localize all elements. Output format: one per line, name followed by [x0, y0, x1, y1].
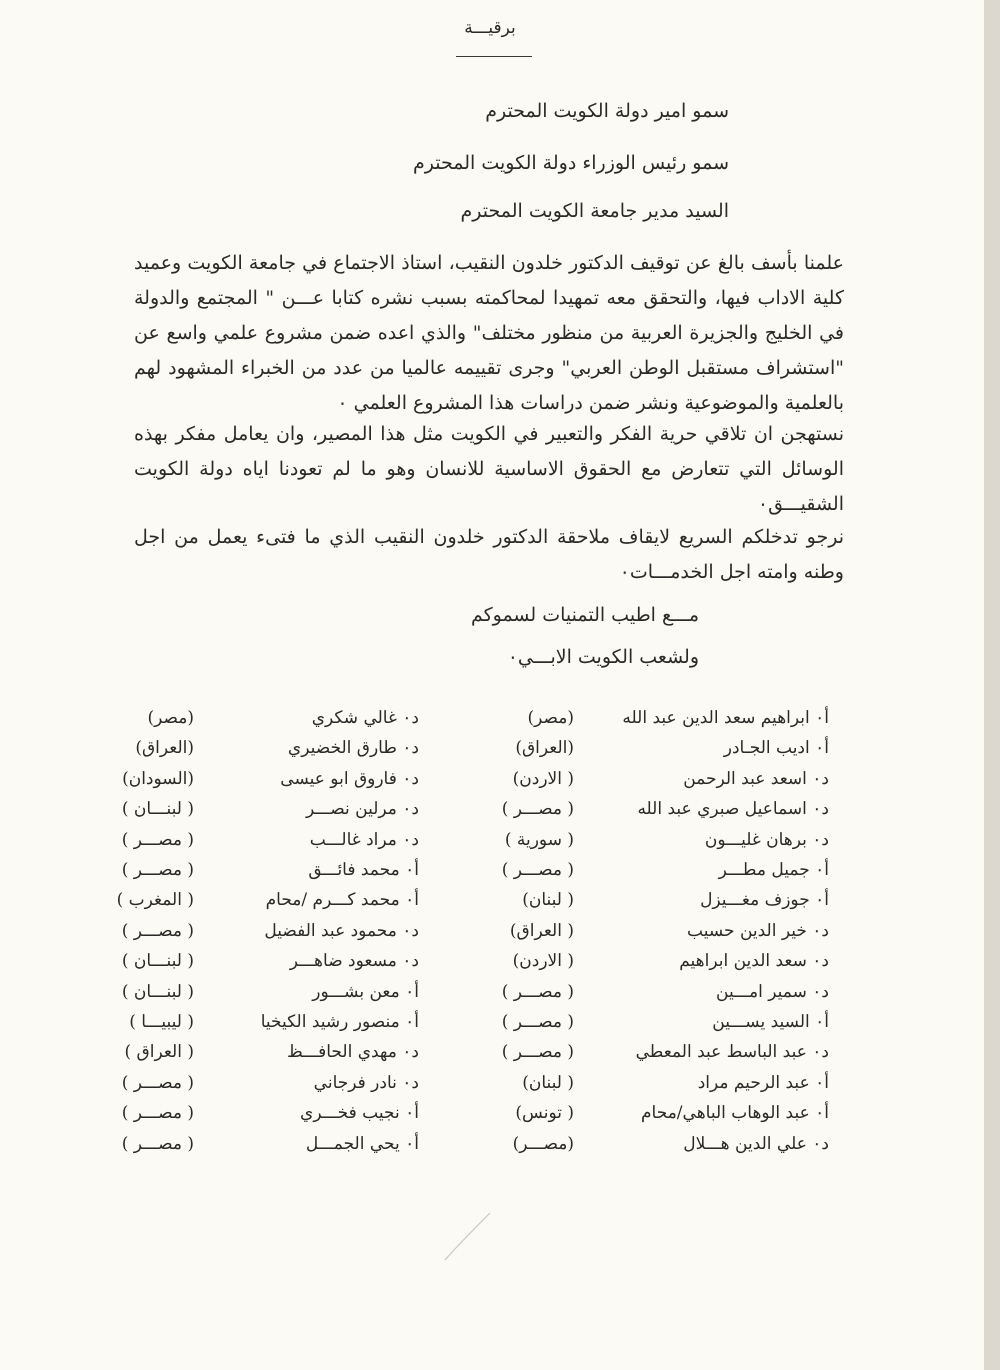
- signatory-right-name: أ٠ جوزف مغـــيزل: [700, 890, 829, 910]
- signatory-left-country: (السودان): [122, 769, 194, 789]
- signatory-left-name: د٠ طارق الخضيري: [287, 738, 419, 758]
- title-underline: [456, 56, 532, 57]
- signatory-right-name: د٠ خير الدين حسيب: [687, 921, 829, 941]
- signatory-right-name: د٠ عبد الباسط عبد المعطي: [635, 1042, 829, 1062]
- signatory-left-name: د٠ مراد غالـــب: [309, 830, 419, 850]
- signatory-left-name: د٠ فاروق ابو عيسى: [280, 769, 419, 789]
- signatory-left-name: أ٠ محمد فائـــق: [308, 860, 419, 880]
- signatory-left-country: ( مصـــر ): [121, 860, 194, 880]
- signatory-left-country: ( المغرب ): [116, 890, 194, 910]
- signatory-right-name: د٠ اسماعيل صبري عبد الله: [637, 799, 829, 819]
- signatory-left-country: ( العراق ): [124, 1042, 194, 1062]
- signatory-left-name: د٠ نادر فرجاني: [313, 1073, 419, 1093]
- addressee-prime-minister: سمو رئيس الوزراء دولة الكويت المحترم: [412, 152, 729, 174]
- signatory-right-name: د٠ برهان غليـــون: [704, 830, 829, 850]
- signatory-left-name: د٠ مرلين نصـــر: [305, 799, 419, 819]
- signatory-right-country: (مصـــر): [512, 1134, 574, 1154]
- signatory-right-country: ( العراق): [509, 921, 574, 941]
- signatory-right-country: (مصر): [527, 708, 574, 728]
- signatory-left-name: د٠ محمود عبد الفضيل: [264, 921, 419, 941]
- signatory-right-name: أ٠ اديب الجـادر: [723, 738, 829, 758]
- signatory-left-country: ( لبنـــان ): [121, 799, 194, 819]
- paragraph-3: نرجو تدخلكم السريع لايقاف ملاحقة الدكتور خلدون النقيب الذي ما فتىء يعمل من اجل وطنه وامته اجل الخدمـــات٠: [134, 526, 844, 583]
- paragraph-1: علمنا بأسف بالغ عن توقيف الدكتور خلدون النقيب، استاذ الاجتماع في جامعة الكويت وعميد كلية الاداب فيها، والتحقق معه تمهيدا لمحاكمته بسبب نشره كتابا عـــن " المجتمع والدولة في الخليج والجزيرة العربية من منظور مختلف" والذي اعده ضمن مشروع علمي واسع عن "استشراف مستقبل الوطن العربي" وجرى تقييمه عالميا من عدد من الخبراء المشهود لهم بالعلمية والموضوعية ونشر ضمن دراسات هذا المشروع العلمي ٠: [134, 252, 844, 414]
- signatory-right-name: أ٠ عبد الوهاب الباهي/محام: [641, 1103, 829, 1123]
- signatory-right-country: ( مصـــر ): [501, 860, 574, 880]
- signatory-right-country: (العراق): [515, 738, 574, 758]
- signatory-right-country: ( لبنان): [522, 1073, 574, 1093]
- pen-mark: [440, 1205, 500, 1265]
- signatory-right-country: ( مصـــر ): [501, 982, 574, 1002]
- signatory-right-name: أ٠ جميل مطـــر: [718, 860, 829, 880]
- signatory-right-country: ( تونس): [515, 1103, 574, 1123]
- signatory-right-name: د٠ سعد الدين ابراهيم: [679, 951, 829, 971]
- addressee-university-director: السيد مدير جامعة الكويت المحترم: [460, 200, 729, 222]
- signatory-right-name: أ٠ السيد يســـين: [712, 1012, 829, 1032]
- signatory-left-country: ( ليبيـــا ): [129, 1012, 194, 1032]
- page-edge: [984, 0, 1000, 1370]
- addressee-emir: سمو امير دولة الكويت المحترم: [485, 100, 729, 122]
- signatory-left-country: ( مصـــر ): [121, 1073, 194, 1093]
- signatory-right-country: ( مصـــر ): [501, 1042, 574, 1062]
- signatory-left-name: د٠ مسعود ضاهـــر: [289, 951, 419, 971]
- closing-line-1: مـــع اطيب التمنيات لسموكم: [470, 604, 699, 626]
- signatory-left-country: ( مصـــر ): [121, 921, 194, 941]
- closing-line-2: ولشعب الكويت الابـــي٠: [507, 646, 699, 668]
- signatory-right-country: ( الاردن): [512, 769, 574, 789]
- signatory-right-country: ( مصـــر ): [501, 799, 574, 819]
- signatory-left-country: ( مصـــر ): [121, 830, 194, 850]
- signatory-left-name: أ٠ يحي الجمـــل: [305, 1134, 419, 1154]
- signatory-right-name: أ٠ ابراهيم سعد الدين عبد الله: [622, 708, 829, 728]
- signatory-right-country: ( لبنان): [522, 890, 574, 910]
- signatory-right-country: ( مصـــر ): [501, 1012, 574, 1032]
- signatory-right-name: أ٠ عبد الرحيم مراد: [697, 1073, 829, 1093]
- signatory-left-country: ( لبنـــان ): [121, 982, 194, 1002]
- signatory-right-name: د٠ سمير امـــين: [716, 982, 829, 1002]
- signatory-left-name: د٠ مهدي الحافـــظ: [287, 1042, 419, 1062]
- signatory-left-name: أ٠ معن بشـــور: [312, 982, 419, 1002]
- signatory-left-name: أ٠ محمد كـــرم /محام: [265, 890, 419, 910]
- signatory-left-country: (العراق): [135, 738, 194, 758]
- signatory-left-country: ( لبنـــان ): [121, 951, 194, 971]
- signatory-left-name: أ٠ منصور رشيد الكيخيا: [260, 1012, 419, 1032]
- signatory-left-country: ( مصـــر ): [121, 1103, 194, 1123]
- signatory-right-country: ( سورية ): [504, 830, 574, 850]
- signatory-right-name: د٠ علي الدين هـــلال: [683, 1134, 829, 1154]
- document-title: برقيـــة: [464, 18, 516, 38]
- signatory-right-country: ( الاردن): [512, 951, 574, 971]
- signatory-right-name: د٠ اسعد عبد الرحمن: [683, 769, 829, 789]
- paragraph-2: نستهجن ان تلاقي حرية الفكر والتعبير في الكويت مثل هذا المصير، وان يعامل مفكر بهذه الوسائل التي تتعارض مع الحقوق الاساسية للانسان وهو ما لم تعودنا اياه دولة الكويت الشقيـــق٠: [134, 423, 844, 515]
- signatory-left-name: د٠ غالي شكري: [311, 708, 419, 728]
- signatory-left-country: (مصر): [147, 708, 194, 728]
- signatory-left-country: ( مصـــر ): [121, 1134, 194, 1154]
- signatory-left-name: أ٠ نجيب فخـــري: [300, 1103, 419, 1123]
